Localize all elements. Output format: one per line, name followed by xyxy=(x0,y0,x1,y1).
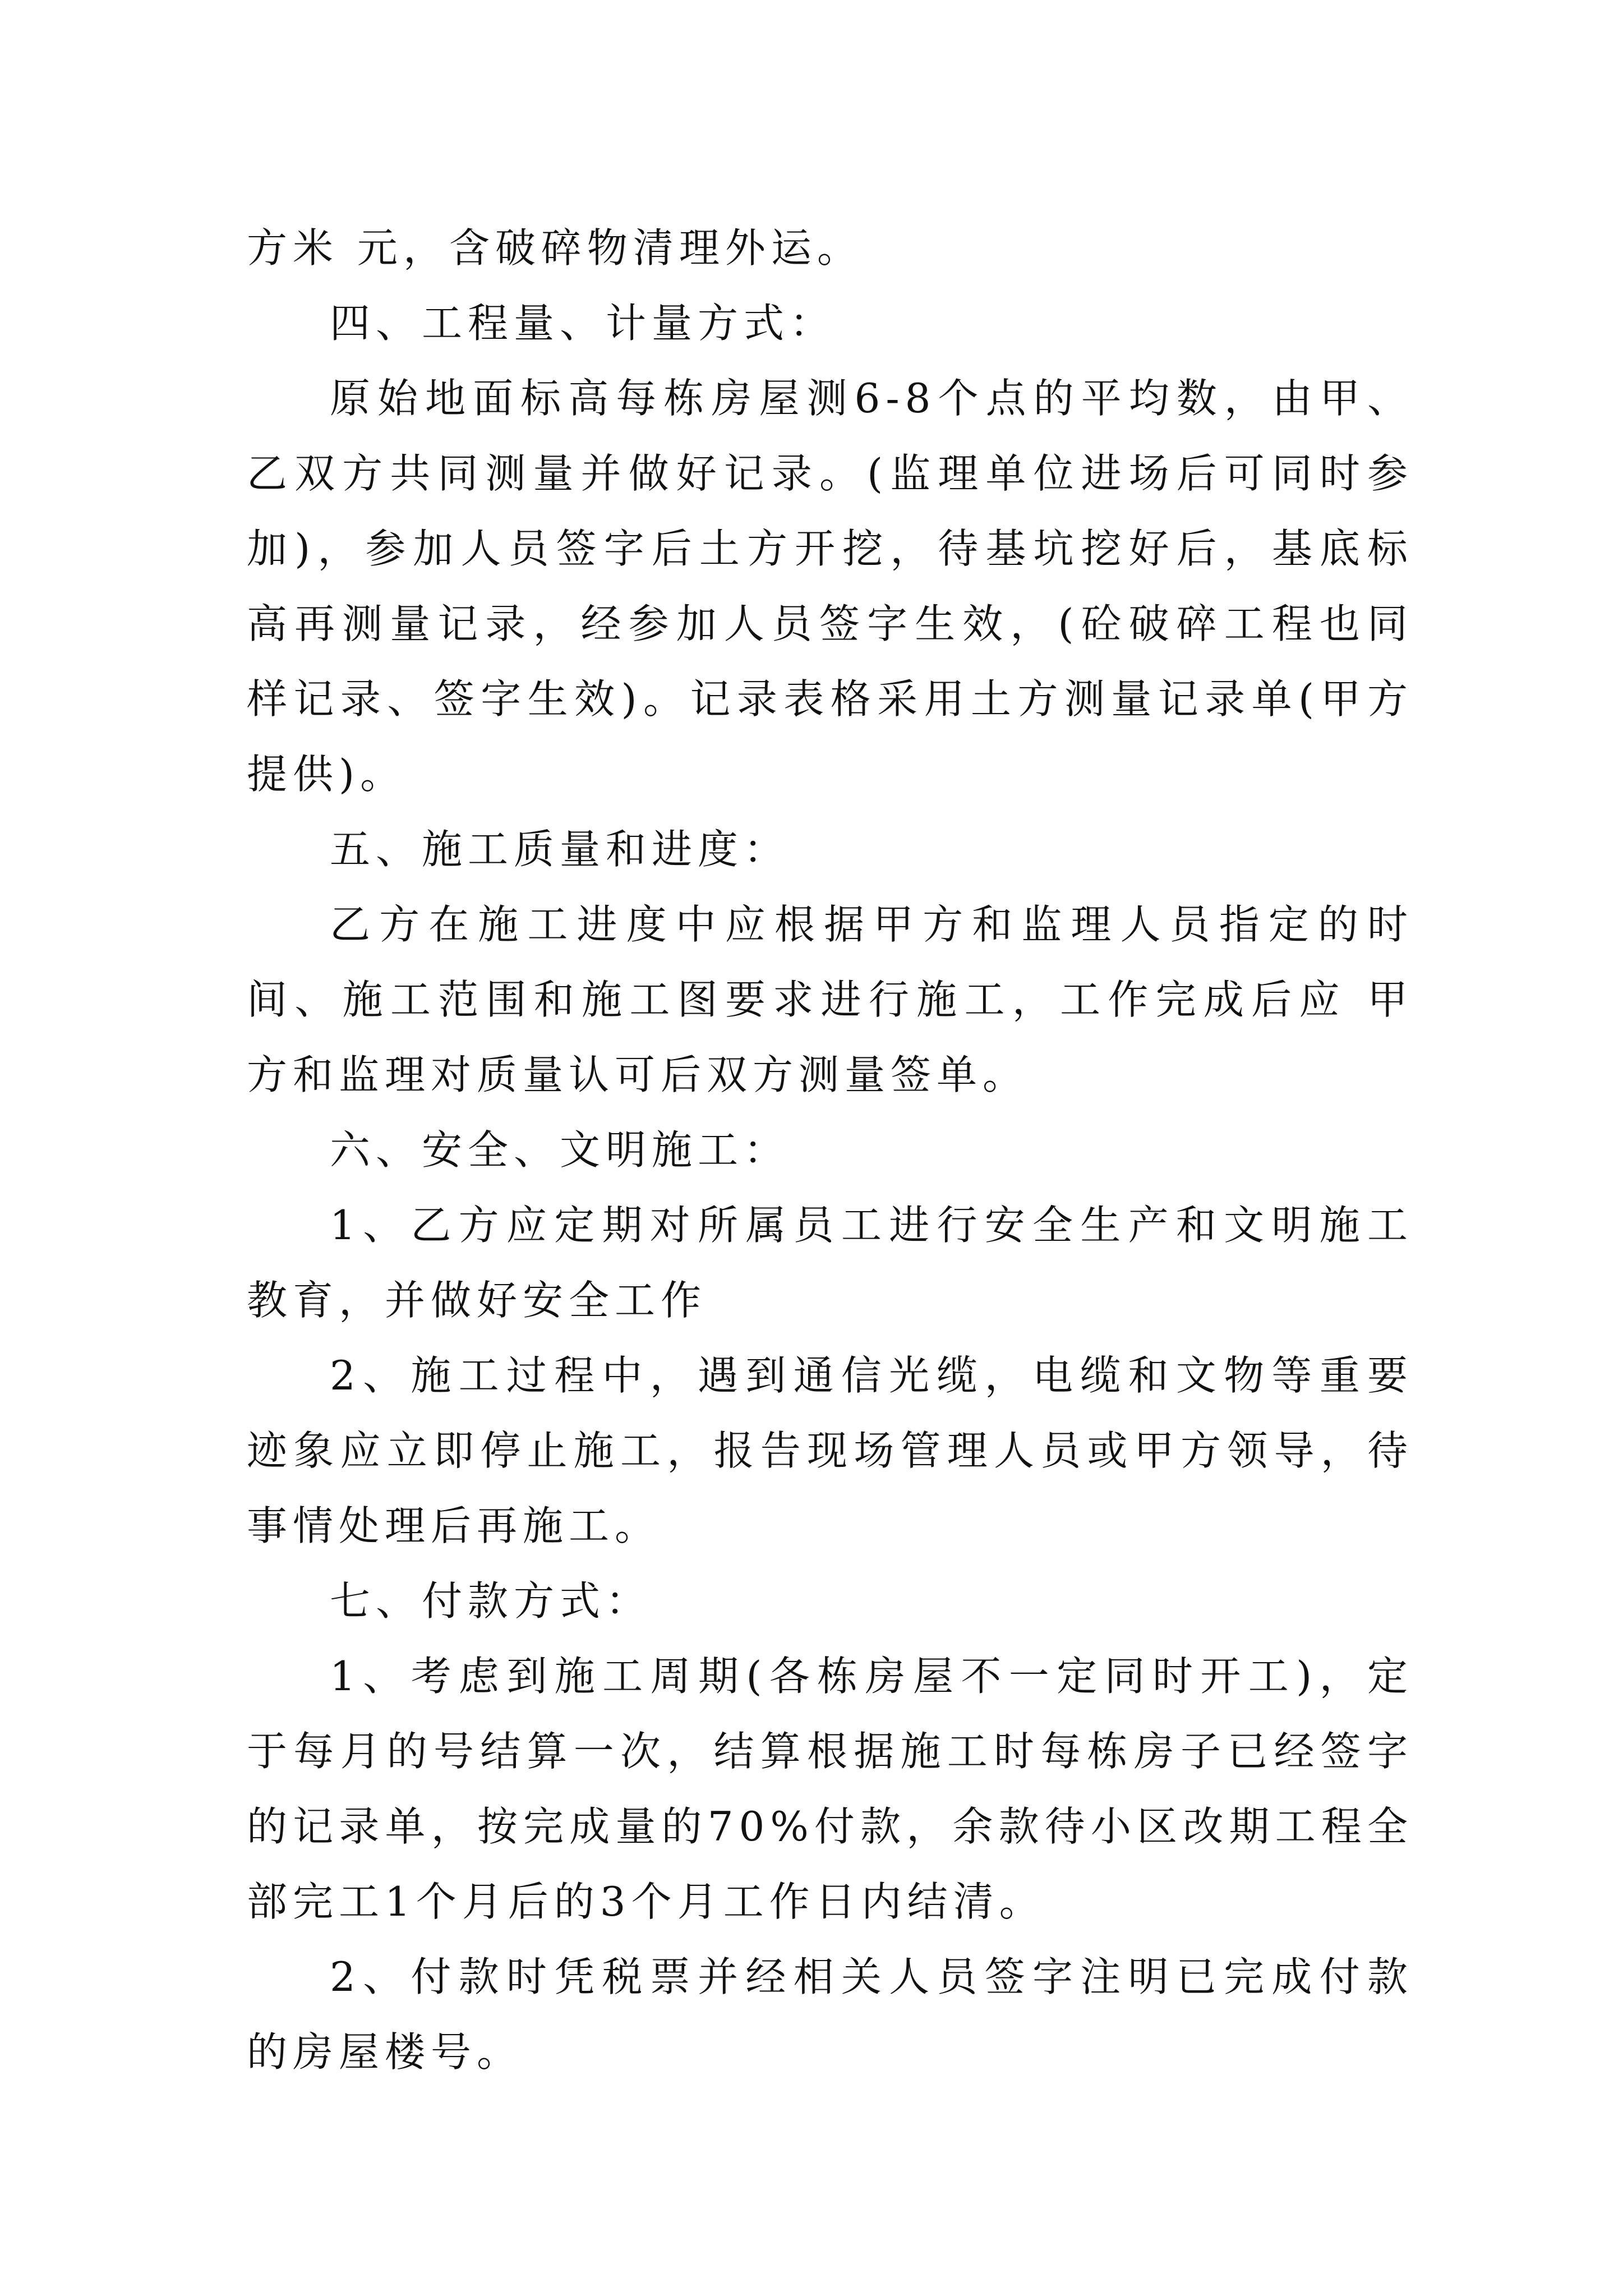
paragraph-safety-item-1: 1、乙方应定期对所属员工进行安全生产和文明施工教育，并做好安全工作 xyxy=(247,1202,1413,1324)
paragraph-measurement-method: 原始地面标高每栋房屋测6-8个点的平均数，由甲、乙双方共同测量并做好记录。(监理单位进场后可同时参加)，参加人员签字后土方开挖，待基坑挖好后，基底标高再测量记录，经参加人员签字生效，(砼破碎工程也同样记录、签字生效)。记录表格采用土方测量记录单(甲方提供)。 xyxy=(247,375,1413,798)
paragraph-payment-item-1: 1、考虑到施工周期(各栋房屋不一定同时开工)，定于每月的号结算一次，结算根据施工时每栋房子已经签字的记录单，按完成量的70%付款，余款待小区改期工程全部完工1个月后的3个月工作日内结清。 xyxy=(247,1653,1413,1925)
paragraph-payment-item-2: 2、付款时凭税票并经相关人员签字注明已完成付款的房屋楼号。 xyxy=(247,1953,1413,2076)
document-body xyxy=(247,210,1413,2090)
section-heading-quality-progress: 五、施工质量和进度： xyxy=(330,826,790,873)
section-heading-quantity-measurement: 四、工程量、计量方式： xyxy=(330,300,836,347)
paragraph-unit-price: 方米 元，含破碎物清理外运。 xyxy=(247,224,863,272)
paragraph-quality-progress: 乙方在施工进度中应根据甲方和监理人员指定的时间、施工范围和施工图要求进行施工，工作完成后应 甲方和监理对质量认可后双方测量签单。 xyxy=(247,901,1413,1098)
paragraph-safety-item-2: 2、施工过程中，遇到通信光缆，电缆和文物等重要迹象应立即停止施工，报告现场管理人员或甲方领导，待事情处理后再施工。 xyxy=(247,1352,1413,1549)
section-heading-safety: 六、安全、文明施工： xyxy=(330,1126,790,1174)
section-heading-payment: 七、付款方式： xyxy=(330,1577,652,1625)
